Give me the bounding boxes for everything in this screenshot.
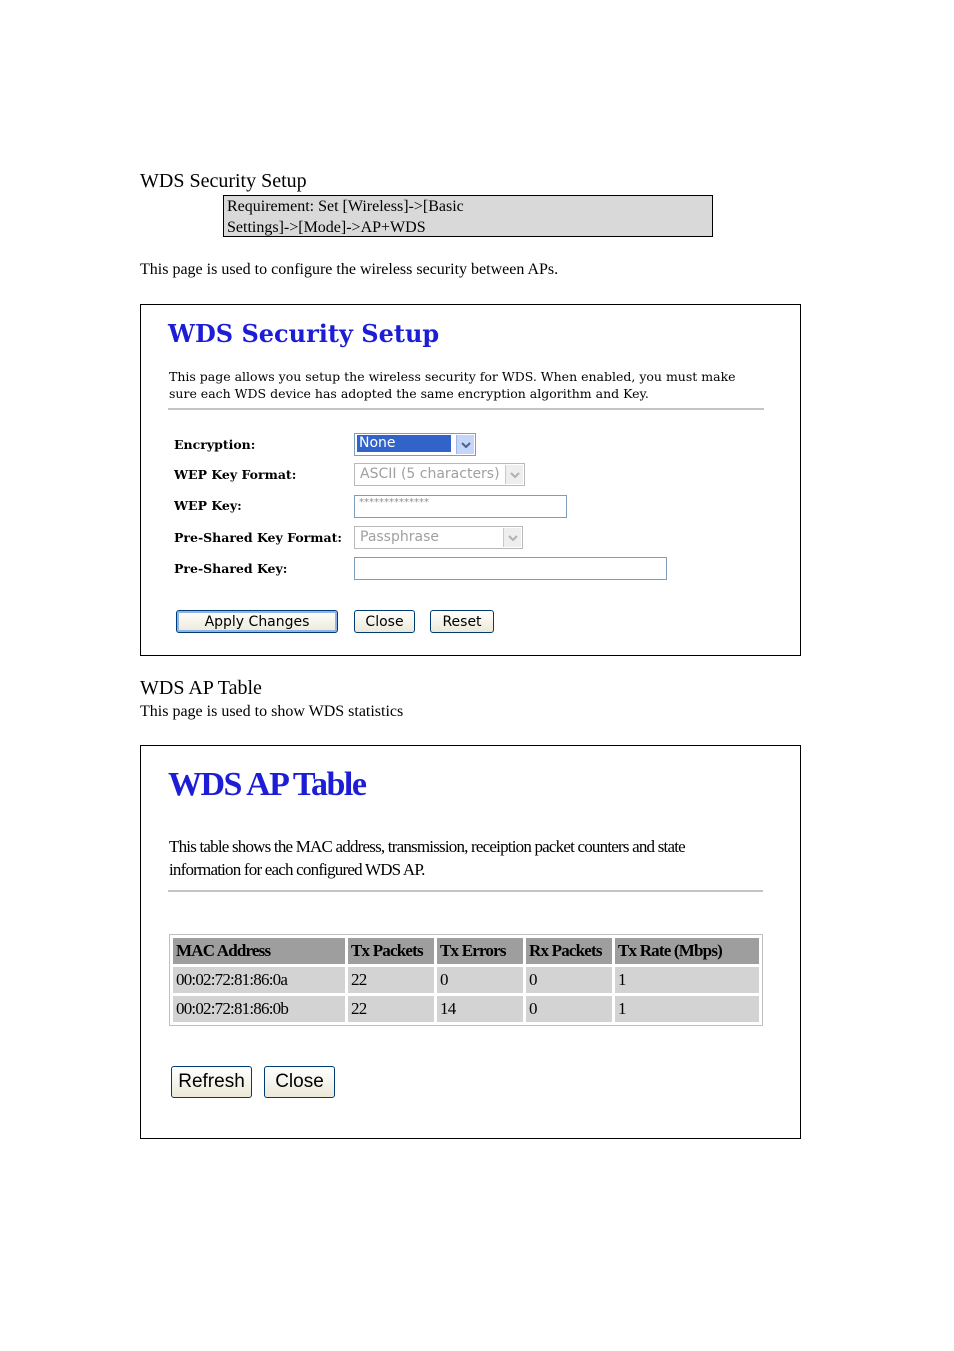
wep-key-format-value: ASCII (5 characters) bbox=[360, 466, 500, 482]
panel-title: WDS AP Table bbox=[168, 766, 366, 803]
apply-changes-button[interactable]: Apply Changes bbox=[176, 610, 338, 633]
chevron-down-icon bbox=[503, 528, 521, 547]
wep-key-format-select[interactable] bbox=[354, 463, 525, 486]
panel-description bbox=[169, 835, 685, 881]
chevron-down-icon bbox=[505, 465, 523, 484]
psk-format-value: Passphrase bbox=[360, 529, 439, 545]
divider bbox=[168, 890, 763, 892]
panel-description-line-1: This table shows the MAC address, transmission, receiption packet counters and state bbox=[169, 837, 685, 856]
section-description-ap-table: This page is used to show WDS statistics bbox=[140, 703, 404, 720]
table-cell: 00:02:72:81:86:0a bbox=[173, 967, 345, 993]
chevron-down-icon bbox=[456, 435, 474, 454]
psk-format-label: Pre-Shared Key Format: bbox=[174, 530, 342, 545]
column-header-tx-packets: Tx Packets bbox=[348, 938, 434, 964]
wep-key-input[interactable]: ************** bbox=[354, 495, 567, 518]
encryption-select[interactable] bbox=[354, 433, 476, 456]
column-header-tx-errors: Tx Errors bbox=[437, 938, 523, 964]
psk-input[interactable] bbox=[354, 557, 667, 580]
panel-description-line-1: This page allows you setup the wireless security for WDS. When enabled, you must make bbox=[169, 369, 736, 384]
table-header-row bbox=[173, 938, 759, 964]
section-description-security: This page is used to configure the wireless security between APs. bbox=[140, 261, 559, 278]
requirement-line-1: Requirement: Set [Wireless]->[Basic bbox=[227, 198, 464, 215]
table-row bbox=[173, 967, 759, 993]
table-cell: 0 bbox=[437, 967, 523, 993]
column-header-rx-packets: Rx Packets bbox=[526, 938, 612, 964]
panel-title: WDS Security Setup bbox=[168, 319, 440, 348]
table-cell: 1 bbox=[615, 996, 759, 1022]
section-heading-security: WDS Security Setup bbox=[140, 170, 307, 192]
column-header-tx-rate: Tx Rate (Mbps) bbox=[615, 938, 759, 964]
reset-button[interactable]: Reset bbox=[430, 610, 494, 633]
table-row bbox=[173, 996, 759, 1022]
table-cell: 0 bbox=[526, 996, 612, 1022]
refresh-button[interactable]: Refresh bbox=[171, 1066, 252, 1098]
wep-key-label: WEP Key: bbox=[174, 498, 242, 513]
requirement-line-2: Settings]->[Mode]->AP+WDS bbox=[227, 219, 426, 236]
encryption-label: Encryption: bbox=[174, 437, 256, 452]
close-button[interactable]: Close bbox=[354, 610, 415, 633]
panel-description bbox=[169, 368, 736, 402]
wds-ap-table bbox=[169, 934, 763, 1026]
panel-description-line-2: sure each WDS device has adopted the same encryption algorithm and Key. bbox=[169, 386, 649, 401]
column-header-mac: MAC Address bbox=[173, 938, 345, 964]
table-cell: 22 bbox=[348, 996, 434, 1022]
table-cell: 22 bbox=[348, 967, 434, 993]
requirement-box bbox=[223, 195, 713, 237]
panel-description-line-2: information for each configured WDS AP. bbox=[169, 860, 425, 879]
section-heading-ap-table: WDS AP Table bbox=[140, 677, 262, 699]
table-cell: 00:02:72:81:86:0b bbox=[173, 996, 345, 1022]
table-cell: 14 bbox=[437, 996, 523, 1022]
table-cell: 1 bbox=[615, 967, 759, 993]
table-cell: 0 bbox=[526, 967, 612, 993]
wep-key-format-label: WEP Key Format: bbox=[174, 467, 297, 482]
security-setup-screenshot bbox=[140, 304, 801, 656]
divider bbox=[168, 408, 764, 410]
ap-table-screenshot bbox=[140, 745, 801, 1139]
psk-format-select[interactable] bbox=[354, 526, 523, 549]
close-button[interactable]: Close bbox=[264, 1066, 335, 1098]
psk-label: Pre-Shared Key: bbox=[174, 561, 288, 576]
encryption-select-value: None bbox=[357, 435, 451, 452]
